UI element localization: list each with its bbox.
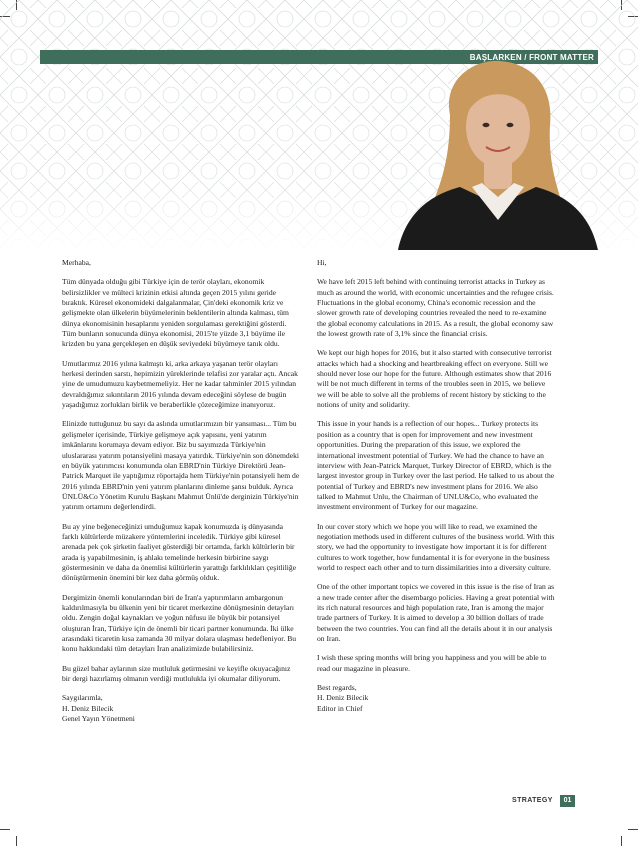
paragraph: Elinizde tuttuğunuz bu sayı da aslında umutlarımızın bir yansıması... Tüm bu gelişmeler içerisinde, Türkiye gelişmeye açık yapısını, yeni yatırım imkânlarını korumaya devam ediyor. Biz bu sayımızda Türkiye'nin uluslararası yatırım potansiyelini masaya yatırdık. Türkiye'nin son dönemdeki en büyük yatırımcısı konumunda olan EBRD'nin Türkiye Direktörü Jean-Patrick Marquet ile yaptığımız röportajda hem Türkiye'nin potansiyeli hem de 2016 yılında EBRD'nin yeni yatırım planlarını dinleme şansı bulduk. Ayrıca ÜNLÜ&Co Yönetim Kurulu Başkanı Mahmut Ünlü'de derginizin Türkiye'nin yatırım ortamını değerlendirdi.: [62, 419, 300, 512]
paragraph: Tüm dünyada olduğu gibi Türkiye için de terör olayları, ekonomik belirsizlikler ve mülteci krizinin etkisi altında geçen 2015 yılını geride bıraktık. Küresel ekonomideki dalgalanmalar, Çin'deki ekonomik kriz ve gelişmekte olan ülkelerin büyümelerinin beklentilerin altında kalması, tüm dünya ekonomisinin hesaplarını yeniden sorgulaması gerektiğini gösterdi. Tüm bunların sonucunda dünya ekonomisi, 2015'te yüzde 3,1 büyüme ile krizden bu yana gerçekleşen en düşük seviyedeki büyümeye tanık oldu.: [62, 277, 289, 349]
paragraph: Bu güzel bahar aylarının size mutluluk getirmesini ve keyifle okuyacağınız bir dergi hazırlamış olmanın verdiği mutlulukla iyi okumalar diliyorum.: [62, 663, 291, 684]
paragraph: One of the other important topics we covered in this issue is the rise of Iran as a new trade center after the disembargo policies. Having a great potential with its rich natural resources and high population rate, Iran is among the major trade partners of Turkey. It is aimed to develop a 30 billion dollars of trade between the two countries. You can find all the details about it in our analysis on Iran.: [317, 582, 555, 643]
page-number: 01: [560, 795, 575, 807]
paragraph: Bu ay yine beğeneceğinizi umduğumuz kapak konumuzda iş dünyasında farklı kültürlerde müzakere yöntemlerini inceledik. Türkiye gibi küresel arenada pek çok şirketin faaliyet gösterdiği bir ortamda, farklı kültürlerin bir arada iş yapabilmesinin, iş ahlakı temelinde herkesin birbirine saygı göstermesinin ve daha da önemlisi kültürlerin yarattığı farklılıkları çeşitliliğe dönüştürmenin önemini bir kez daha görmüş olduk.: [62, 521, 297, 583]
turkish-editorial-column: [62, 258, 300, 733]
footer-section-label: STRATEGY: [512, 797, 553, 804]
paragraph: We have left 2015 left behind with continuing terrorist attacks in Turkey as much as around the world, with economic uncertainties and the refugee crisis. Fluctuations in the global economy, China's economic recession and the slower growth rate of developing countries revealed the need to re-examine the global economy calculations in 2015. As a result, the global economy saw the lowest growth rate of 3,1% since the financial crisis.: [317, 277, 554, 339]
section-header-label: BAŞLARKEN / FRONT MATTER: [469, 53, 594, 62]
crop-mark: [621, 836, 622, 846]
editor-portrait: [388, 55, 606, 250]
english-editorial-column: [317, 258, 555, 723]
paragraph: Umutlarımız 2016 yılına kalmıştı ki, arka arkaya yaşanan terör olayları herkesi derinden sarstı, hepimizin yüreklerinde telafisi zor yaralar açtı. Ancak yine de umudumuzu kaybetmemeliyiz. Her ne kadar tahminler 2015 yılından devraldığımız sıkıntıların 2016 yılında devam edeceğini söylese de bugün yaşadığımız zorlukları birlik ve beraberlikle çözeceğimize inanıyoruz.: [62, 358, 298, 410]
greeting: Merhaba,: [62, 258, 91, 267]
paragraph: We kept our high hopes for 2016, but it also started with consecutive terrorist attacks which had a shocking and heartbreaking effect on everyone. Still we should never lose our hope for the future. Although estimates show that 2016 will be not much different in terms of the troubles seen in 2015, we believe we will be able to solve all the problems of recent history by sticking to the notions of unity and solidarity.: [317, 348, 552, 410]
signature: Saygılarımla, H. Deniz Bilecik Genel Yayın Yönetmeni: [62, 693, 135, 724]
signature: Best regards, H. Deniz Bilecik Editor in Chief: [317, 683, 369, 713]
paragraph: Dergimizin önemli konularından biri de İran'a yaptırımların ambargonun kaldırılmasıyla bu ülkenin yeni bir ticaret merkezine dönüşmesinin detayları oldu. Zengin doğal kaynakları ve yoğun nüfusu ile büyük bir potansiyel oluşturan İran, Türkiye için de önemli bir ticari partner konumunda. İki ülke arasındaki ticaretin kısa zamanda 30 milyar dolara ulaşması hedefleniyor. Bu konu hakkındaki tüm detayları İran analizimizde bulabilirsiniz.: [62, 592, 297, 654]
greeting: Hi,: [317, 258, 327, 267]
paragraph: This issue in your hands is a reflection of our hopes... Turkey protects its position as a country that is open for improvement and new investment opportunities. During the preparation of this issue, we explored the international investment potential of Turkey. We had the chance to have an interview with Jean-Patrick Marquet, Turkey Director of EBRD, which is the largest investor group in Turkey over the last period. He talked to us about the potential of Turkey and EBRD's new investment plans for 2016. We also talked to Mahmut Unlu, the Chairman of UNLU&Co, who evaluated the investment environment of Turkey for our magazine.: [317, 419, 555, 512]
paragraph: I wish these spring months will bring you happiness and you will be able to read our magazine in pleasure.: [317, 653, 547, 673]
crop-mark: [16, 836, 17, 846]
crop-mark: [628, 829, 638, 830]
crop-mark: [0, 829, 10, 830]
paragraph: In our cover story which we hope you will like to read, we examined the negotiation methods used in different cultures of the business world. With this story, we had the opportunity to investigate how important it is for different cultures to work together, how fundamental it is for everyone in the business world to respect each other and to turn dissimilarities into a diversity culture.: [317, 521, 555, 572]
